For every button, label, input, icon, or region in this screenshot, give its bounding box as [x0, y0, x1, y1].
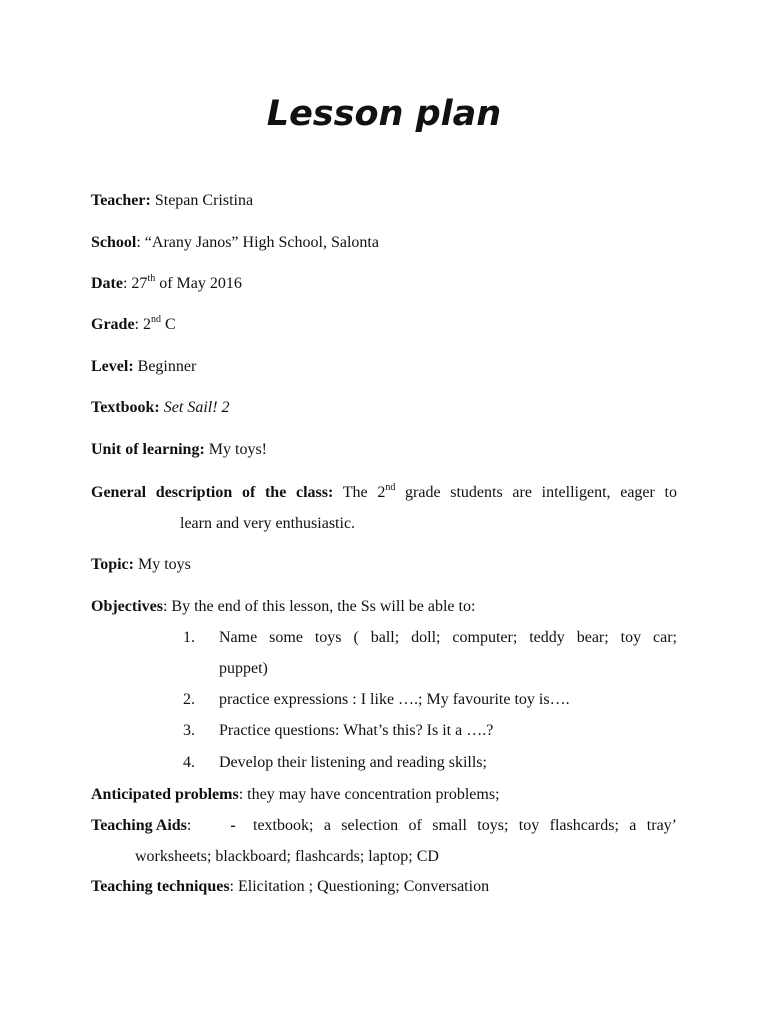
list-item-text: Develop their listening and reading skills;	[219, 754, 487, 771]
general-prefix: The 2	[333, 484, 386, 501]
general-description-line	[91, 483, 677, 503]
school-label: School	[91, 234, 137, 251]
list-item-continuation: puppet)	[219, 660, 268, 677]
grade-suffix: C	[161, 316, 176, 333]
textbook-label: Textbook:	[91, 399, 160, 416]
list-item-number: 4.	[183, 754, 195, 771]
aids-text: textbook; a selection of small toys; toy flashcards; a tray’	[253, 817, 677, 834]
techniques-value: : Elicitation ; Questioning; Conversation	[229, 878, 490, 895]
textbook-value: Set Sail! 2	[163, 399, 230, 416]
techniques-label: Teaching techniques	[91, 878, 230, 895]
level-value: Beginner	[133, 358, 197, 375]
teaching-techniques-line	[91, 877, 489, 897]
list-item-number: 3.	[183, 722, 195, 739]
level-line	[91, 357, 196, 377]
teacher-line	[91, 191, 253, 211]
date-line	[91, 274, 242, 294]
list-item-text: Practice questions: What’s this? Is it a ….?	[219, 722, 494, 739]
grade-line	[91, 315, 176, 335]
unit-label: Unit of learning:	[91, 441, 205, 458]
grade-prefix: : 2	[134, 316, 151, 333]
grade-ordinal: nd	[151, 313, 161, 325]
level-label: Level:	[91, 358, 134, 375]
teacher-label: Teacher:	[91, 192, 151, 209]
topic-line	[91, 555, 191, 575]
general-ordinal: nd	[385, 481, 396, 493]
date-ordinal: th	[147, 272, 156, 284]
aids-continuation: worksheets; blackboard; flashcards; laptop; CD	[135, 848, 439, 865]
date-suffix: of May 2016	[155, 275, 242, 292]
aids-dash: -	[230, 817, 236, 834]
list-item-text: Name some toys ( ball; doll; computer; teddy bear; toy car;	[219, 629, 677, 646]
page-title: Lesson plan	[266, 94, 502, 134]
objectives-intro: : By the end of this lesson, the Ss will be able to:	[162, 598, 476, 615]
anticipated-problems-line	[91, 785, 500, 805]
aids-label: Teaching Aids	[91, 817, 187, 834]
objectives-label: Objectives	[91, 598, 163, 615]
list-item-text: practice expressions : I like ….; My favourite toy is….	[219, 691, 570, 708]
general-description-continuation: learn and very enthusiastic.	[180, 515, 356, 532]
unit-value: My toys!	[204, 441, 268, 458]
teaching-aids-line	[91, 816, 191, 836]
grade-label: Grade	[91, 316, 135, 333]
objectives-line	[91, 597, 475, 617]
date-prefix: : 27	[122, 275, 148, 292]
teacher-value: Stepan Cristina	[150, 192, 254, 209]
topic-value: My toys	[133, 556, 191, 573]
school-line	[91, 233, 379, 253]
general-label: General description of the class:	[91, 484, 334, 501]
unit-line	[91, 440, 267, 460]
anticipated-label: Anticipated problems	[91, 786, 239, 803]
school-value: : “Arany Janos” High School, Salonta	[136, 234, 379, 251]
aids-colon: :	[186, 817, 192, 834]
general-suffix: grade students are intelligent, eager to	[395, 484, 677, 501]
anticipated-value: : they may have concentration problems;	[238, 786, 500, 803]
topic-label: Topic:	[91, 556, 134, 573]
textbook-line	[91, 398, 230, 418]
date-label: Date	[91, 275, 123, 292]
list-item-number: 1.	[183, 629, 195, 646]
list-item-number: 2.	[183, 691, 195, 708]
